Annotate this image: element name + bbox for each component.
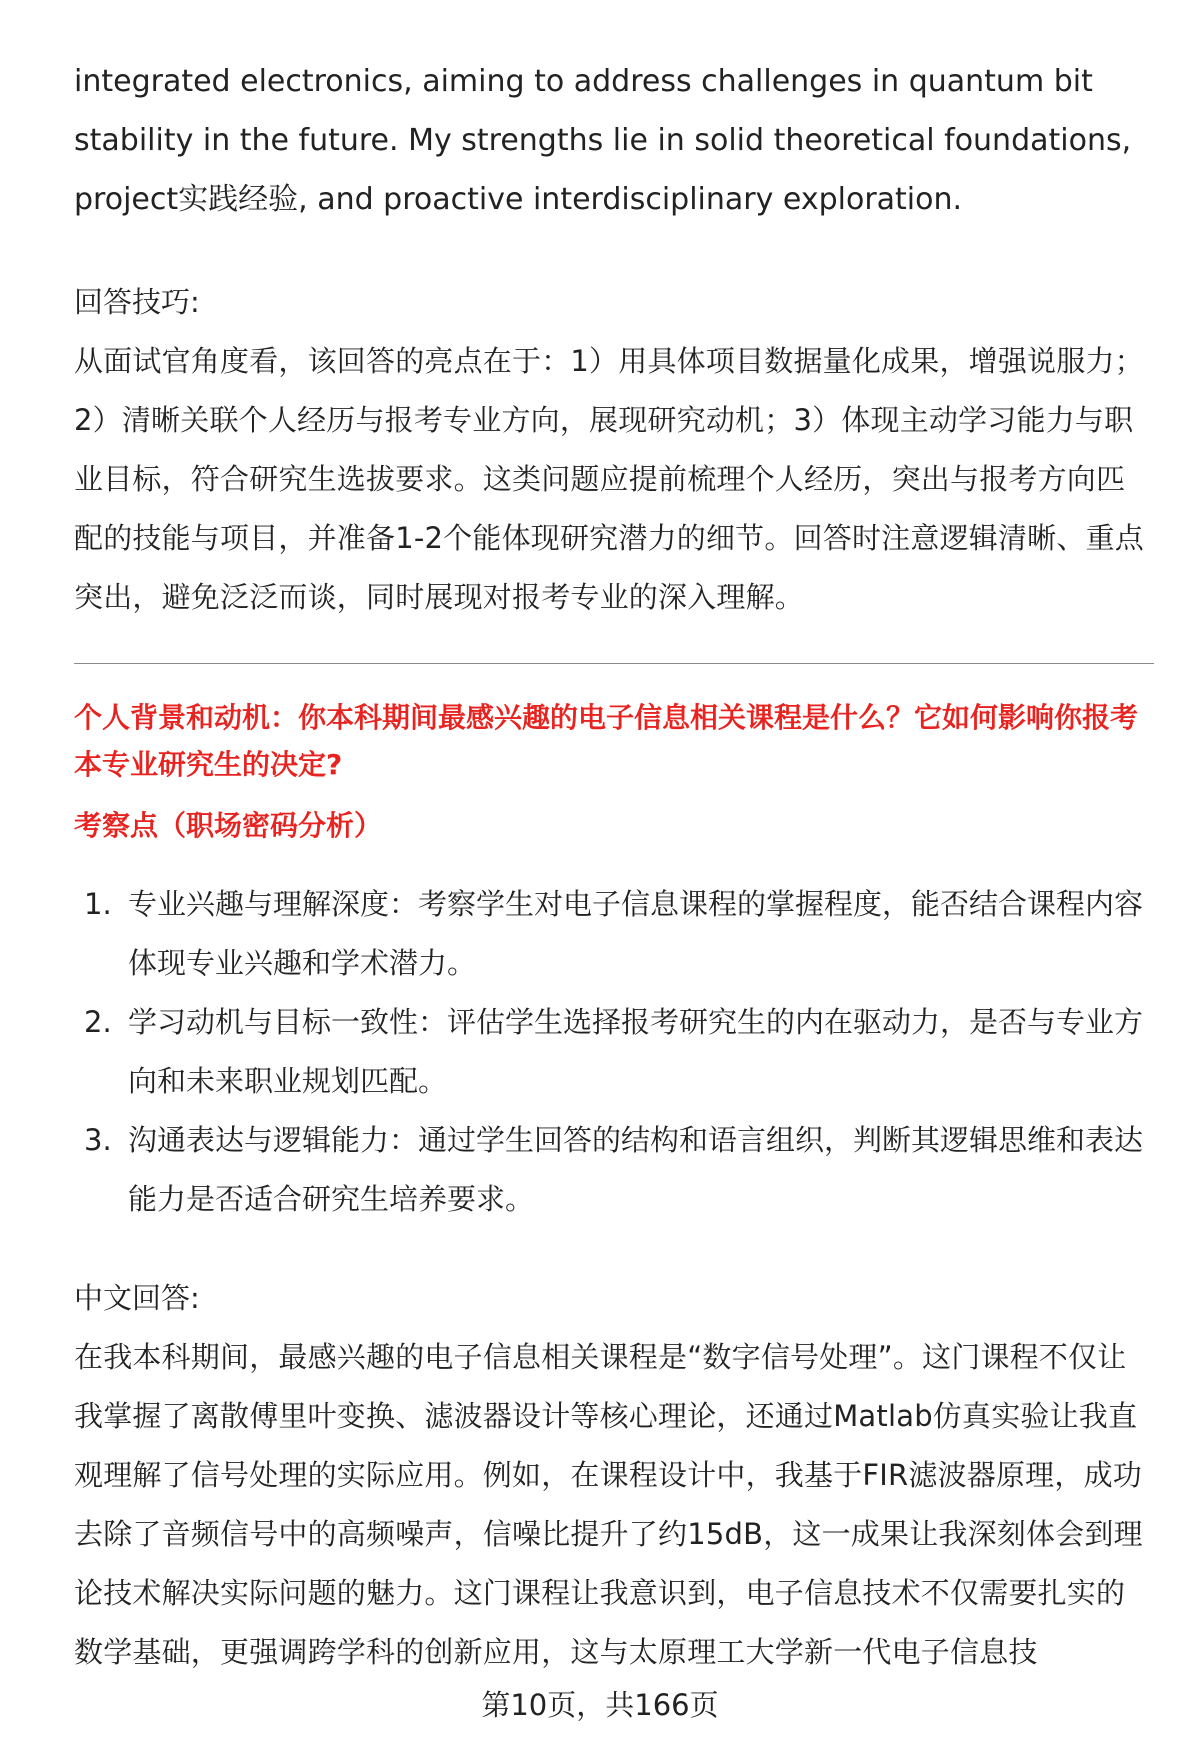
list-item-text: 沟通表达与逻辑能力：通过学生回答的结构和语言组织，判断其逻辑思维和表达能力是否适合研究生培养要求。	[128, 1123, 1144, 1216]
list-item	[74, 993, 1154, 1111]
tips-text: 从面试官角度看，该回答的亮点在于：1）用具体项目数据量化成果，增强说服力；2）清晰关联个人经历与报考专业方向，展现研究动机；3）体现主动学习能力与职业目标，符合研究生选拔要求。这类问题应提前梳理个人经历，突出与报考方向匹配的技能与项目，并准备1-2个能体现研究潜力的细节。回答时注意逻辑清晰、重点突出，避免泛泛而谈，同时展现对报考专业的深入理解。	[74, 344, 1144, 614]
answer-text: 在我本科期间，最感兴趣的电子信息相关课程是“数字信号处理”。这门课程不仅让我掌握了离散傅里叶变换、滤波器设计等核心理论，还通过Matlab仿真实验让我直观理解了信号处理的实际应用。例如，在课程设计中，我基于FIR滤波器原理，成功去除了音频信号中的高频噪声，信噪比提升了约15dB，这一成果让我深刻体会到理论技术解决实际问题的魅力。这门课程让我意识到，电子信息技术不仅需要扎实的数学基础，更强调跨学科的创新应用，这与太原理工大学新一代电子信息技	[74, 1340, 1143, 1669]
list-item-text: 专业兴趣与理解深度：考察学生对电子信息课程的掌握程度，能否结合课程内容体现专业兴趣和学术潜力。	[128, 887, 1144, 980]
page-content	[74, 52, 1154, 1682]
focus-label: 考察点（职场密码分析）	[74, 809, 383, 842]
list-item-number: 2.	[84, 1005, 112, 1039]
answer-label: 中文回答:	[74, 1281, 200, 1315]
page-number: 第10页，共166页	[481, 1688, 719, 1722]
list-item-number: 1.	[84, 887, 112, 921]
question-title: 个人背景和动机：你本科期间最感兴趣的电子信息相关课程是什么？它如何影响你报考本专业研究生的决定?	[74, 701, 1139, 781]
intro-paragraph: integrated electronics, aiming to address challenges in quantum bit stability in the future. My strengths lie in solid theoretical foundations, project实践经验, and proactive interdisciplinary exploration.	[74, 64, 1132, 217]
tips-label: 回答技巧:	[74, 285, 200, 319]
answer-section	[74, 1269, 1154, 1682]
list-item-number: 3.	[84, 1123, 112, 1157]
list-item	[74, 1111, 1154, 1229]
tips-section	[74, 273, 1154, 627]
list-item-text: 学习动机与目标一致性：评估学生选择报考研究生的内在驱动力，是否与专业方向和未来职业规划匹配。	[128, 1005, 1144, 1098]
focus-points-list	[74, 875, 1154, 1229]
question-section	[74, 694, 1154, 1229]
list-item	[74, 875, 1154, 993]
